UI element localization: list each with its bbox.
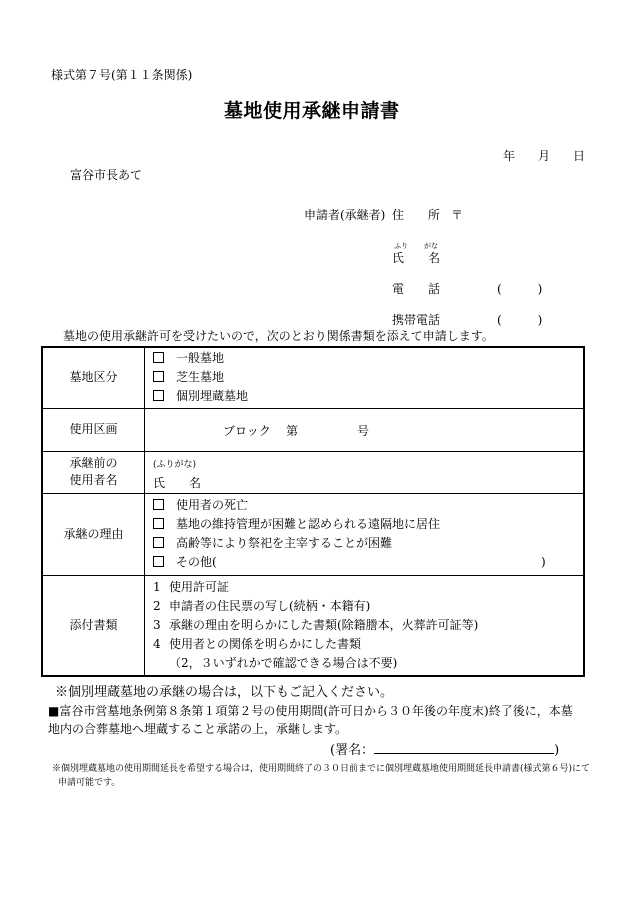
option-remote[interactable]: 墓地の維持管理が困難と認められる遠隔地に居住 <box>153 515 583 534</box>
signature-line[interactable] <box>374 740 554 754</box>
attachments-note: （2，３いずれかで確認できる場合は不要) <box>169 655 398 670</box>
option-other[interactable]: その他( ) <box>153 553 583 572</box>
previous-user-field[interactable] <box>145 451 585 493</box>
other-close-paren: ) <box>541 555 546 569</box>
cemetery-type-label: 墓地区分 <box>42 347 145 408</box>
mobile-parens: ( ) <box>497 313 543 327</box>
signature-field[interactable] <box>330 739 559 758</box>
consent-line-1: ■富谷市営墓地条例第８条第１項第２号の使用期間(許可日から３０年後の年度末)終了後に，本墓 <box>48 704 573 718</box>
option-elderly[interactable]: 高齢等により祭祀を主宰することが困難 <box>153 534 583 553</box>
plot-label: 使用区画 <box>42 408 145 451</box>
signature-close: ) <box>554 743 560 758</box>
phone-parens: ( ) <box>497 282 543 296</box>
list-item: 4 使用者との関係を明らかにした書類 <box>153 636 362 651</box>
page-title: 墓地使用承継申請書 <box>224 100 400 122</box>
checkbox[interactable] <box>153 499 164 510</box>
phone-label: 電 話 <box>392 282 441 296</box>
checkbox[interactable] <box>153 556 164 567</box>
cemetery-type-options <box>145 347 585 408</box>
name-ruby-1: ふり <box>394 242 408 250</box>
signature-open: (署名： <box>330 743 375 758</box>
gou-label: 号 <box>357 423 370 438</box>
name-ruby-2: がな <box>424 242 438 250</box>
option-death[interactable]: 使用者の死亡 <box>153 496 583 515</box>
extension-note-line-2: 申請可能です。 <box>58 778 121 788</box>
checkbox[interactable] <box>153 518 164 529</box>
reason-label: 承継の理由 <box>42 493 145 575</box>
applicant-label: 申請者(承継者) <box>304 208 386 222</box>
date-year-label: 年 <box>503 149 516 163</box>
attachments-label: 添付書類 <box>42 575 145 676</box>
table-row <box>42 451 584 493</box>
reason-options <box>145 493 585 575</box>
previous-user-label: 承継前の 使用者名 <box>42 451 145 493</box>
date-month-label: 月 <box>538 149 551 163</box>
option-general[interactable]: 一般墓地 <box>153 349 583 368</box>
checkbox[interactable] <box>153 537 164 548</box>
list-item: 3 承継の理由を明らかにした書類(除籍謄本，火葬許可証等) <box>153 617 479 632</box>
addressee: 富谷市長あて <box>70 168 143 182</box>
intro-text: 墓地の使用承継許可を受けたいので，次のとおり関係書類を添えて申請します。 <box>63 329 494 343</box>
application-table <box>41 346 585 677</box>
checkbox[interactable] <box>153 371 164 382</box>
list-item: 1 使用許可証 <box>153 579 230 594</box>
checkbox[interactable] <box>153 390 164 401</box>
furigana-label: (ふりがな) <box>153 459 197 470</box>
dai-label: 第 <box>286 423 299 438</box>
block-label: ブロック <box>223 423 271 438</box>
form-number: 様式第７号(第１１条関係) <box>51 68 193 82</box>
consent-line-2: 地内の合葬墓地へ埋蔵すること承諾の上，承継します。 <box>48 722 348 736</box>
option-lawn[interactable]: 芝生墓地 <box>153 368 583 387</box>
previous-user-name-label: 氏 名 <box>153 475 202 490</box>
plot-field[interactable] <box>145 408 585 451</box>
checkbox[interactable] <box>153 352 164 363</box>
individual-notice: ※個別埋蔵墓地の承継の場合は，以下もご記入ください。 <box>55 685 394 700</box>
mobile-label: 携帯電話 <box>392 313 441 327</box>
postal-mark: 〒 <box>451 208 464 222</box>
date-day-label: 日 <box>573 149 586 163</box>
address-label: 住 所 <box>392 208 441 222</box>
list-item: 2 申請者の住民票の写し(続柄・本籍有) <box>153 598 371 613</box>
table-row <box>42 408 584 451</box>
option-individual[interactable]: 個別埋蔵墓地 <box>153 387 583 406</box>
attachments-list <box>145 575 585 676</box>
table-row <box>42 347 584 408</box>
extension-note-line-1: ※個別埋蔵墓地の使用期間延長を希望する場合は，使用期間終了の３０日前までに個別埋蔵墓地使用期間延長申請書(様式第６号)にて <box>52 764 591 774</box>
name-label: 氏 名 <box>392 251 441 265</box>
table-row <box>42 575 584 676</box>
table-row <box>42 493 584 575</box>
